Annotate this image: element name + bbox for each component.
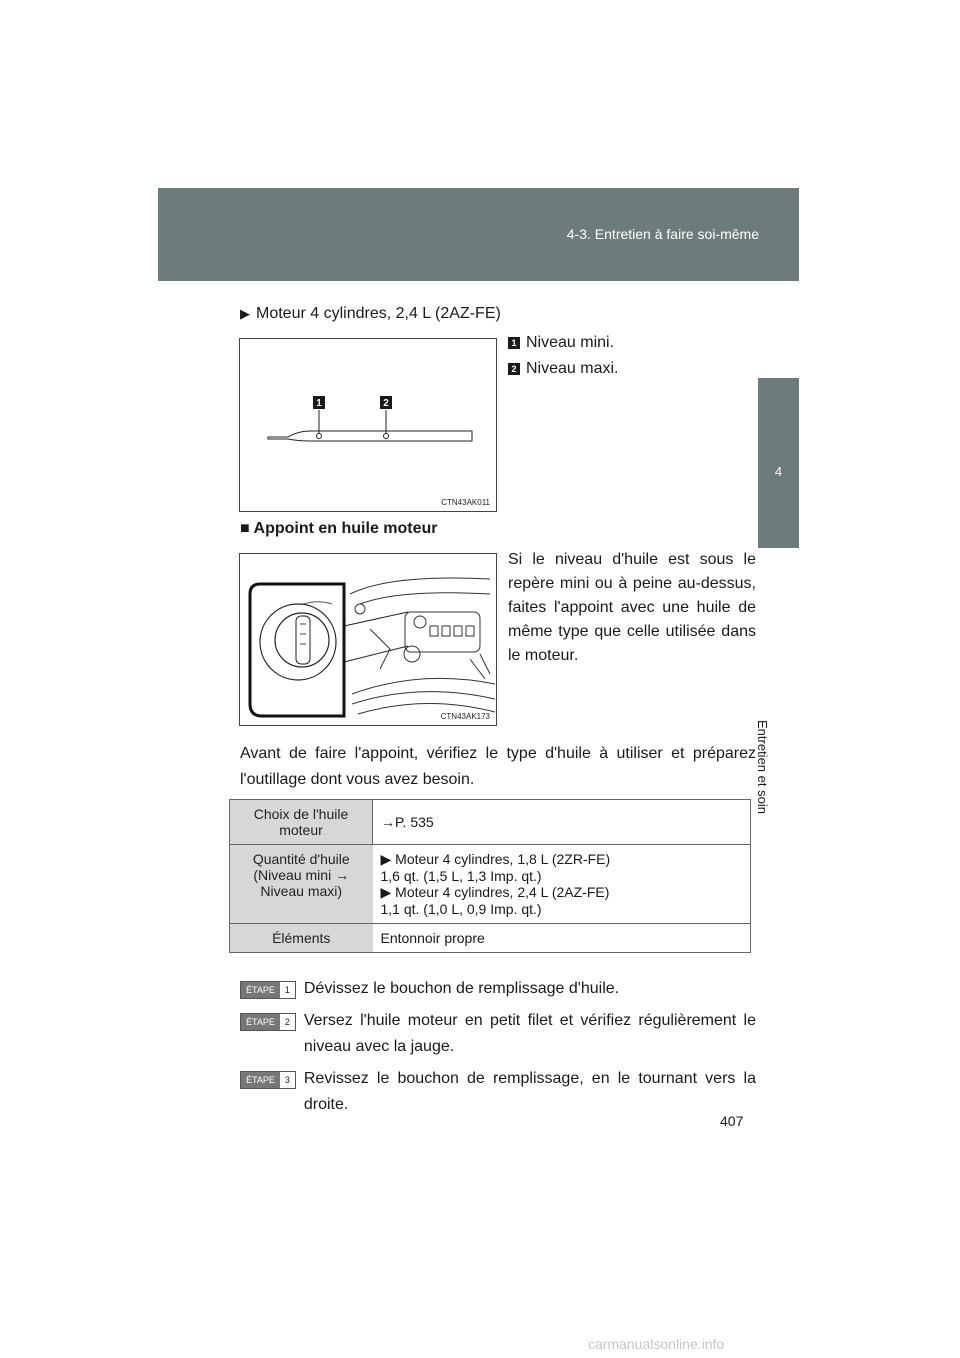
chapter-label: Entretien et soin (755, 720, 770, 814)
table-row (230, 924, 751, 953)
section-heading: ■ Appoint en huile moteur (240, 520, 438, 537)
dipstick-figure (239, 338, 497, 512)
legend-num: 1 (508, 337, 520, 349)
table-key: Éléments (230, 924, 373, 953)
side-paragraph: Si le niveau d'huile est sous le repère mini ou à peine au-dessus, faites l'appoint avec une huile de même type que celle utilisée dans le moteur. (508, 551, 756, 664)
table-key: Quantité d'huile (Niveau mini → Niveau maxi) (230, 845, 373, 924)
table-value: →P. 535 (373, 800, 751, 845)
legend-item-1: 1 Niveau mini. (508, 334, 614, 352)
watermark-link[interactable]: carmanualsonline.info (588, 1336, 725, 1352)
list-item (240, 1066, 756, 1118)
body-paragraph: Avant de faire l'appoint, vérifiez le type d'huile à utiliser et préparez l'outillage dont vous avez besoin. (240, 745, 756, 788)
figure-code: CTN43AK011 (441, 498, 490, 507)
header-band (158, 188, 799, 281)
legend-num: 2 (508, 363, 520, 375)
chapter-number-box (758, 378, 799, 548)
page-number: 407 (720, 1113, 744, 1129)
table-value: ▶ Moteur 4 cylindres, 1,8 L (2ZR-FE) 1,6 qt. (1,5 L, 1,3 Imp. qt.) ▶ Moteur 4 cylindres, 2,4 L (2AZ-FE) 1,1 qt. (1,0 L, 0,9 Imp. qt.) (373, 845, 751, 924)
engine-title: ▶ Moteur 4 cylindres, 2,4 L (2AZ-FE) (240, 305, 501, 322)
table-value: Entonnoir propre (373, 924, 751, 953)
chapter-number: 4 (774, 464, 783, 479)
step-badge: ÉTAPE 1 (240, 981, 296, 999)
step-text: Revissez le bouchon de remplissage, en le tournant vers la droite. (303, 1070, 756, 1113)
steps-list (240, 976, 756, 1124)
spec-table (229, 799, 751, 953)
list-item (240, 976, 756, 1002)
table-row (230, 800, 751, 845)
step-badge: ÉTAPE 2 (240, 1013, 296, 1031)
step-text: Dévissez le bouchon de remplissage d'huile. (303, 980, 620, 997)
section-title: 4-3. Entretien à faire soi-même (566, 226, 759, 242)
step-text: Versez l'huile moteur en petit filet et vérifiez régulièrement le niveau avec la jauge. (303, 1012, 756, 1055)
table-key: Choix de l'huile moteur (230, 800, 373, 845)
triangle-bullet-icon: ▶ (240, 306, 250, 321)
dipstick-drawing (240, 339, 496, 511)
engine-bay-drawing (240, 554, 496, 725)
step-badge: ÉTAPE 3 (240, 1071, 296, 1089)
oil-cap-figure (239, 553, 497, 726)
marker-2: 2 (383, 398, 389, 409)
table-row (230, 845, 751, 924)
list-item (240, 1008, 756, 1060)
marker-1: 1 (316, 398, 322, 409)
figure-code: CTN43AK173 (440, 712, 490, 721)
legend-item-2: 2 Niveau maxi. (508, 360, 618, 378)
